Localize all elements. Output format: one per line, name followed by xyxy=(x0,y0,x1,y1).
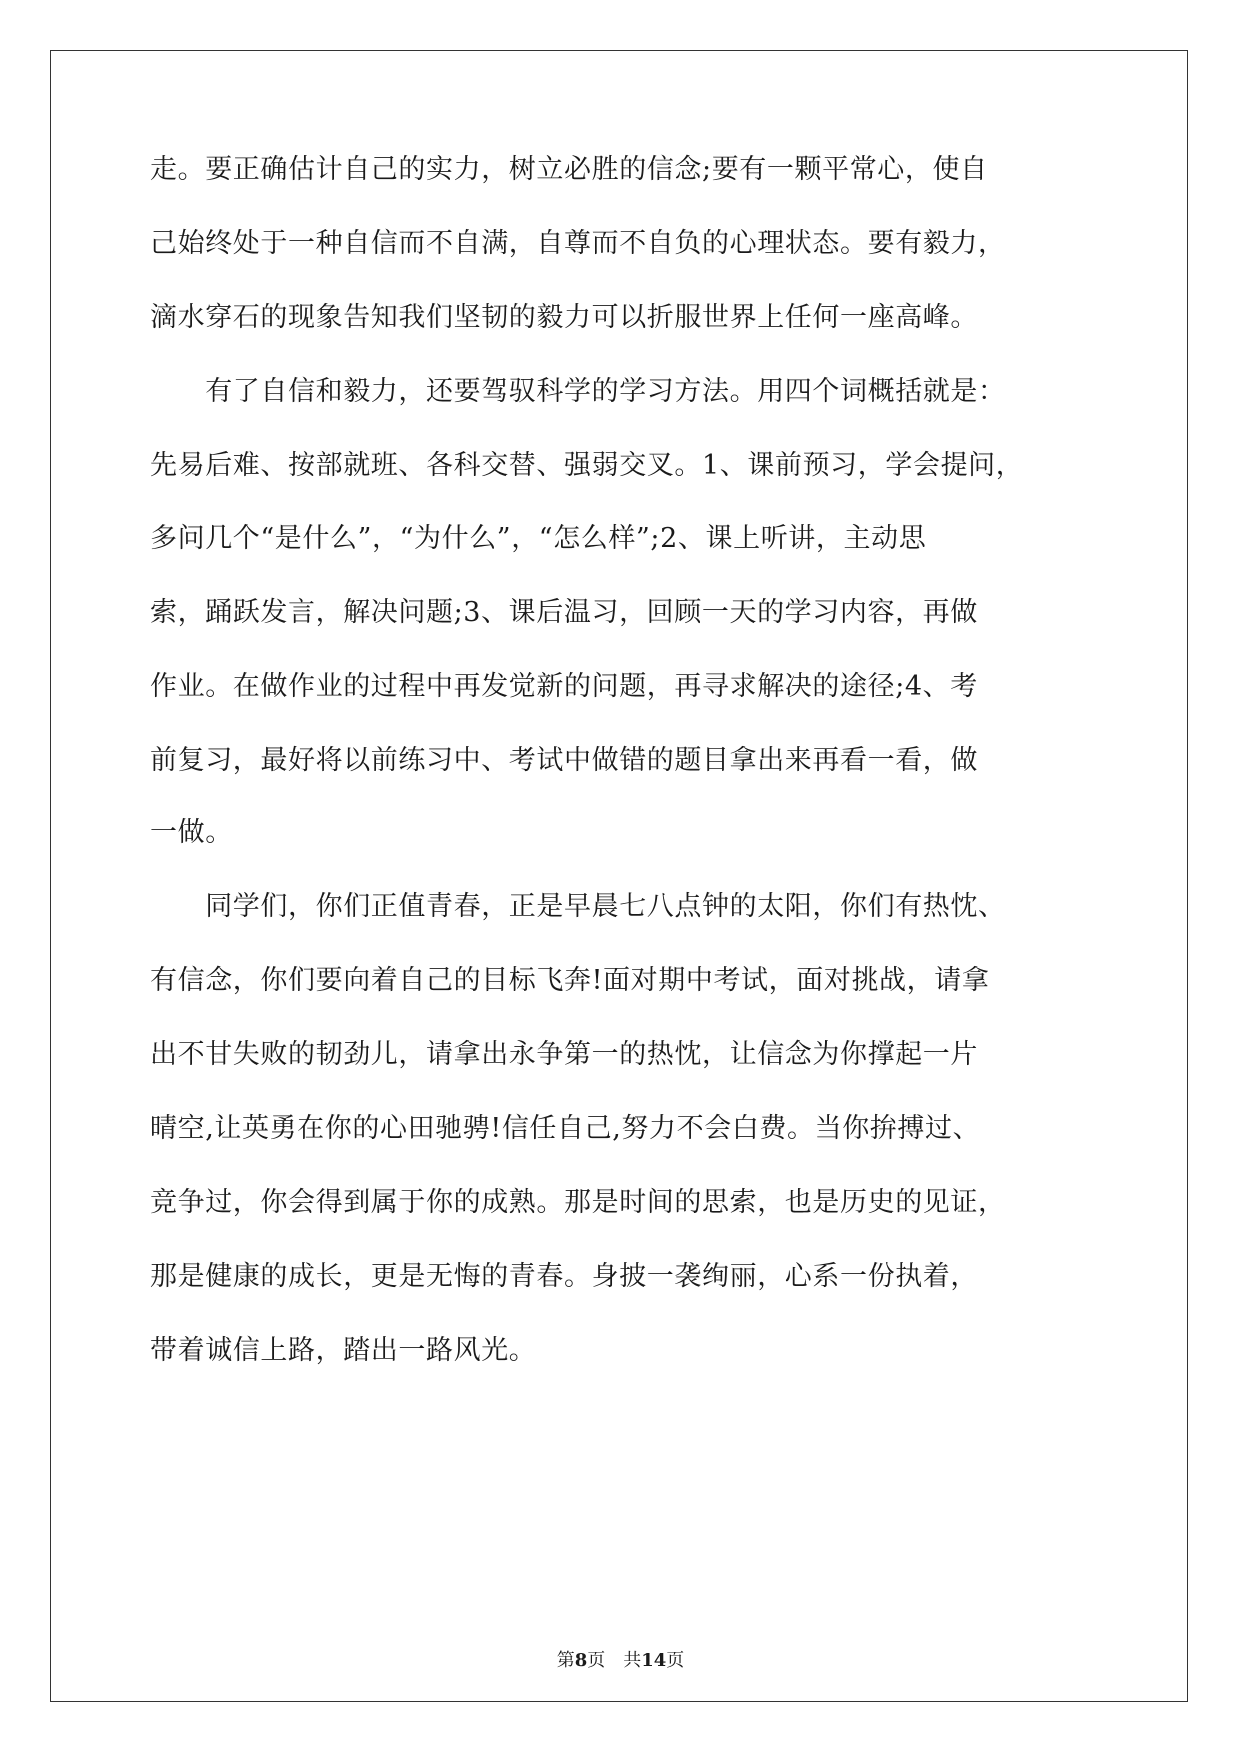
text-line: 索，踊跃发言，解决问题;3、课后温习，回顾一天的学习内容，再做 xyxy=(150,597,978,628)
page-prefix: 第 xyxy=(556,1650,575,1671)
total-suffix: 页 xyxy=(666,1650,685,1671)
text-line: 滴水穿石的现象告知我们坚韧的毅力可以折服世界上任何一座高峰。 xyxy=(150,302,978,333)
page-border xyxy=(50,50,1188,1702)
text-line: 晴空,让英勇在你的心田驰骋!信任自己,努力不会白费。当你拚搏过、 xyxy=(150,1113,981,1144)
text-line: 己始终处于一种自信而不自满，自尊而不自负的心理状态。要有毅力， xyxy=(150,228,1006,259)
page-total: 14 xyxy=(641,1650,667,1671)
text-line: 同学们，你们正值青春，正是早晨七八点钟的太阳，你们有热忱、 xyxy=(150,891,1006,922)
text-line: 先易后难、按部就班、各科交替、强弱交叉。1、课前预习，学会提问， xyxy=(150,450,1024,481)
text-line: 带着诚信上路，踏出一路风光。 xyxy=(150,1335,537,1366)
text-line: 多问几个“是什么”，“为什么”，“怎么样”;2、课上听讲，主动思 xyxy=(150,523,927,554)
text-line: 有了自信和毅力，还要驾驭科学的学习方法。用四个词概括就是： xyxy=(150,376,1006,407)
text-line: 前复习，最好将以前练习中、考试中做错的题目拿出来再看一看，做 xyxy=(150,745,978,776)
page-footer xyxy=(0,1650,1241,1672)
text-line: 作业。在做作业的过程中再发觉新的问题，再寻求解决的途径;4、考 xyxy=(150,671,978,702)
page-current: 8 xyxy=(574,1650,588,1671)
page-suffix: 页 xyxy=(587,1650,606,1671)
text-line: 有信念，你们要向着自己的目标飞奔!面对期中考试，面对挑战，请拿 xyxy=(150,965,990,996)
text-line: 竞争过，你会得到属于你的成熟。那是时间的思索，也是历史的见证， xyxy=(150,1187,1006,1218)
text-line: 出不甘失败的韧劲儿，请拿出永争第一的热忱，让信念为你撑起一片 xyxy=(150,1039,978,1070)
text-line: 一做。 xyxy=(150,817,233,848)
text-line: 走。要正确估计自己的实力，树立必胜的信念;要有一颗平常心，使自 xyxy=(150,154,988,185)
text-line: 那是健康的成长，更是无悔的青春。身披一袭绚丽，心系一份执着， xyxy=(150,1261,978,1292)
total-prefix: 共 xyxy=(623,1650,642,1671)
